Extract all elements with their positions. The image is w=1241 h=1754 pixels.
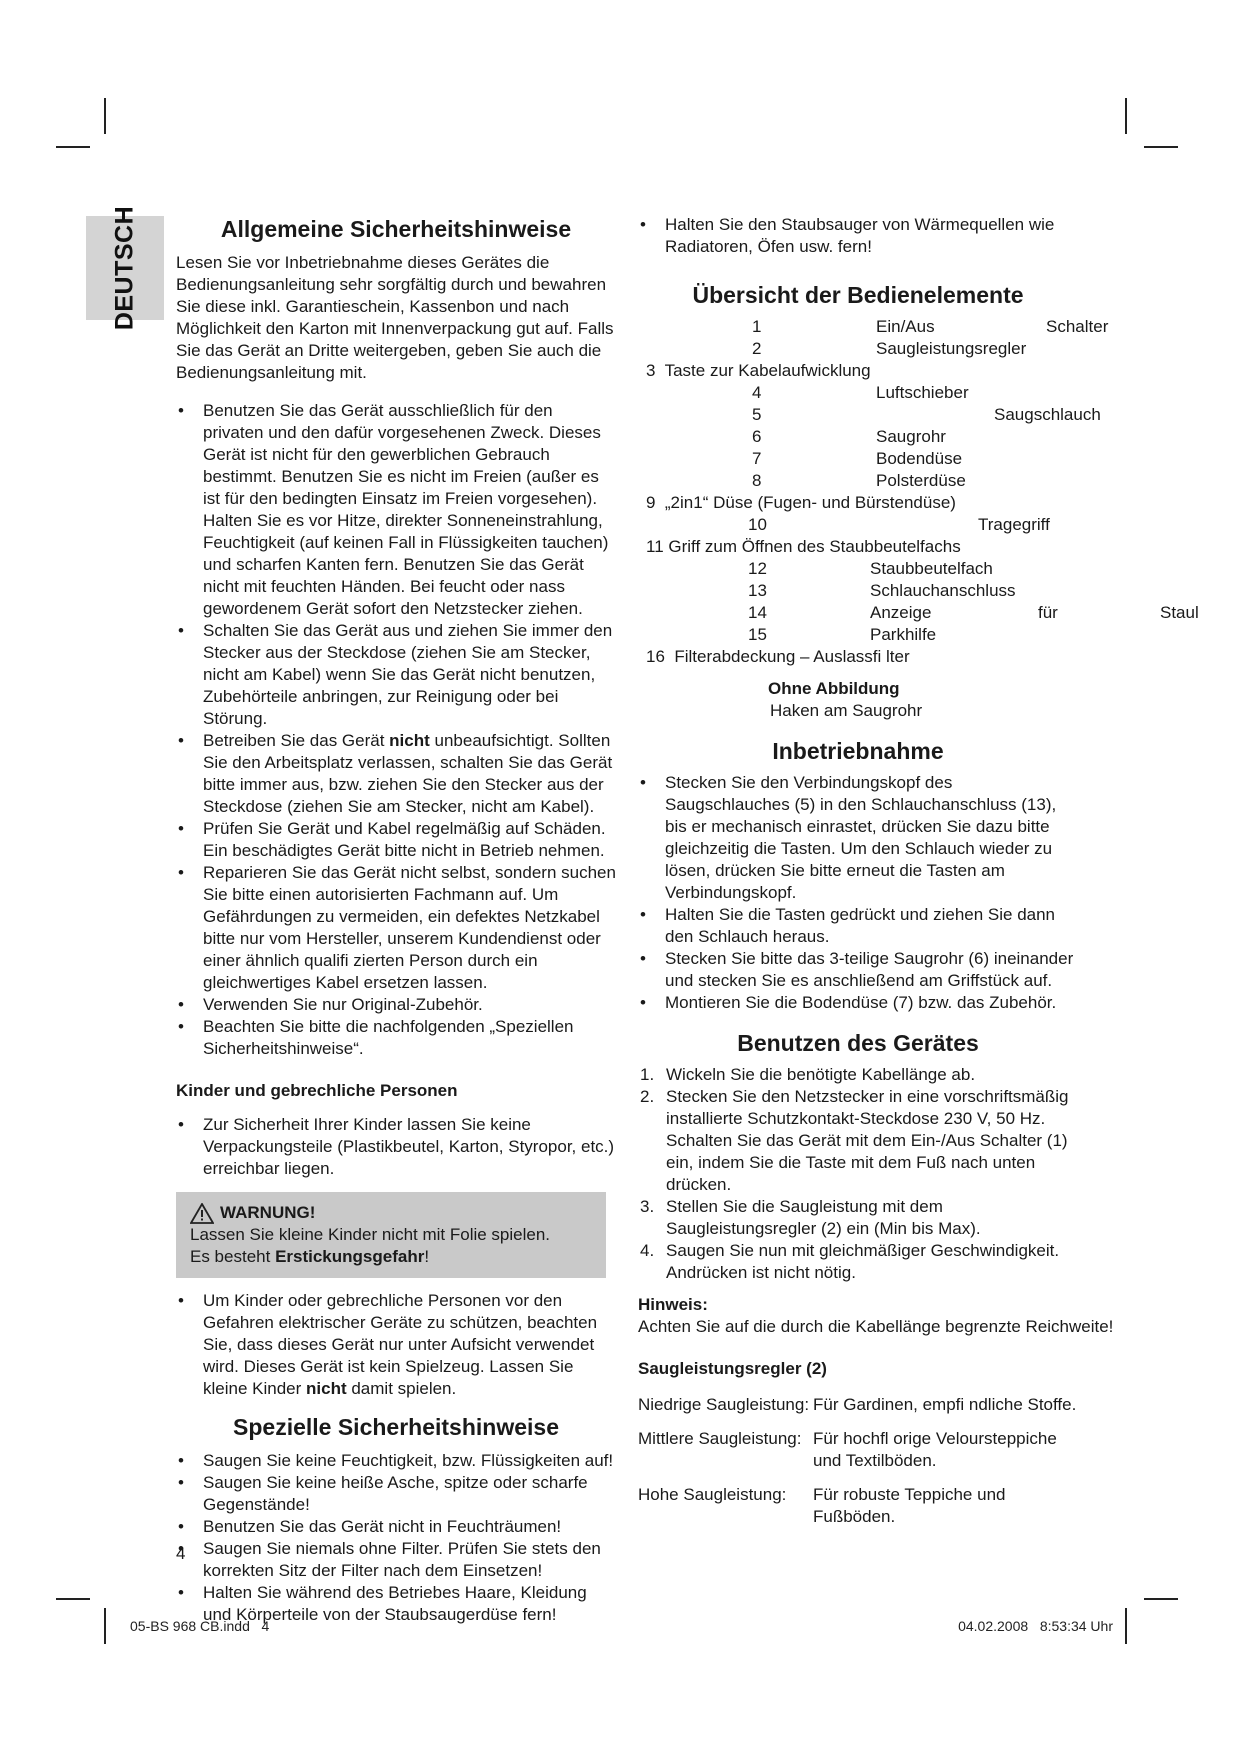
overview-row — [638, 646, 1218, 668]
crop-mark — [104, 1608, 106, 1644]
overview-label: Ein/Aus — [876, 317, 935, 336]
hint-text: Achten Sie auf die durch die Kabellänge begrenzte Reichweite! — [638, 1317, 1114, 1336]
overview-number: 12 — [748, 559, 767, 578]
list-item — [638, 1064, 1078, 1086]
overview-row — [638, 558, 1218, 580]
children-list — [176, 1114, 616, 1180]
overview-number: 10 — [748, 515, 767, 534]
overview-label: Saugschlauch — [994, 405, 1101, 424]
overview-number: 13 — [748, 581, 767, 600]
overview-label: 9 „2in1“ Düse (Fugen- und Bürstendüse) — [646, 493, 956, 512]
overview-label: Schlauchanschluss — [870, 581, 1016, 600]
overview-number: 4 — [752, 383, 762, 402]
hint-heading: Hinweis: — [638, 1295, 708, 1314]
overview-label: 3 Taste zur Kabelaufwicklung — [646, 361, 871, 380]
overview-number: 14 — [748, 603, 767, 622]
children-protection-list — [176, 1290, 616, 1400]
overview-label: Schalter — [1046, 317, 1109, 336]
list-item-text: Um Kinder oder gebrechliche Personen vor den Gefahren elektrischer Geräte zu schützen, beachten Sie, dass dieses Gerät nur unter Aufsicht verwendet wird. Dieses Gerät ist kein Spielzeug. Lassen Sie kleine Kinder — [203, 1291, 598, 1398]
list-item: • Halten Sie während des Betriebes Haare, Kleidung und Körperteile von der Staubsaugerdüse fern! — [176, 1582, 616, 1626]
warning-emphasis: Erstickungsgefahr — [275, 1247, 425, 1266]
warning-triangle-icon — [190, 1203, 214, 1224]
heat-source-list — [638, 214, 1078, 258]
overview-row — [638, 492, 1218, 514]
setting-value: Für Gardinen, empfi ndliche Stoffe. — [813, 1395, 1077, 1414]
step-number: 1. — [640, 1065, 655, 1084]
section-title-startup: Inbetriebnahme — [772, 738, 944, 764]
step-text: Stellen Sie die Saugleistung mit dem Saugleistungsregler (2) ein (Min bis Max). — [666, 1197, 981, 1238]
startup-list — [638, 772, 1078, 1014]
warning-line: Lassen Sie kleine Kinder nicht mit Folie spielen. — [190, 1225, 551, 1244]
overview-row — [638, 382, 1218, 404]
overview-label: für — [1038, 603, 1058, 622]
language-tab — [86, 205, 164, 331]
page-number: 4 — [176, 1544, 186, 1563]
overview-number: 15 — [748, 625, 767, 644]
crop-mark — [1144, 1598, 1178, 1600]
list-item — [638, 1086, 1078, 1196]
overview-row — [638, 536, 1218, 558]
usage-steps — [638, 1064, 1078, 1284]
without-figure-text: Haken am Saugrohr — [770, 701, 923, 720]
overview-label: Polsterdüse — [876, 471, 966, 490]
step-text: Saugen Sie nun mit gleichmäßiger Geschwindigkeit. Andrücken ist nicht nötig. — [666, 1241, 1060, 1282]
warning-text: Es besteht — [190, 1247, 276, 1266]
language-tab-label: DEUTSCH — [110, 205, 139, 331]
warning-title — [190, 1202, 594, 1224]
list-item-text: unbeaufsichtigt. Sollten Sie den Arbeitsplatz verlassen, schalten Sie das Gerät bitte immer aus, bzw. ziehen Sie den Stecker aus der Steckdose (ziehen Sie am Stecker, nicht am Kabel). — [203, 731, 613, 816]
list-item: • Reparieren Sie das Gerät nicht selbst, sondern suchen Sie bitte einen autorisierten Fachmann auf. Um Gefährdungen zu vermeiden, ein defektes Netzkabel bitte nur vom Hersteller, unserem Kundendienst oder einer ähnlich qualifi zierten Person durch ein gleichwertiges Kabel ersetzen lassen. — [176, 862, 616, 994]
overview-label: Luftschieber — [876, 383, 969, 402]
list-item: • Halten Sie die Tasten gedrückt und ziehen Sie dann den Schlauch heraus. — [638, 904, 1078, 948]
overview-label: Parkhilfe — [870, 625, 937, 644]
section-title-special-safety: Spezielle Sicherheitshinweise — [233, 1414, 559, 1440]
setting-value: Für hochfl orige Veloursteppiche und Textilböden. — [813, 1429, 1057, 1470]
emphasis-text: nicht — [306, 1379, 347, 1398]
warning-title-text: WARNUNG! — [220, 1203, 316, 1222]
overview-row — [638, 426, 1218, 448]
warning-line — [190, 1246, 594, 1268]
setting-row — [638, 1428, 1078, 1472]
overview-row — [638, 602, 1218, 624]
overview-label: Bodendüse — [876, 449, 963, 468]
special-safety-list — [176, 1450, 616, 1626]
list-item — [638, 1240, 1078, 1284]
crop-mark — [104, 98, 106, 134]
overview-number: 5 — [752, 405, 762, 424]
list-item: • Beachten Sie bitte die nachfolgenden „Speziellen Sicherheitshinweise“. — [176, 1016, 616, 1060]
step-number: 2. — [640, 1087, 655, 1106]
overview-row — [638, 624, 1218, 646]
overview-number: 2 — [752, 339, 762, 358]
regulator-heading: Saugleistungsregler (2) — [638, 1359, 827, 1378]
step-text: Wickeln Sie die benötigte Kabellänge ab. — [666, 1065, 976, 1084]
list-item: • Saugen Sie keine Feuchtigkeit, bzw. Flüssigkeiten auf! — [176, 1450, 616, 1472]
intro-paragraph: Lesen Sie vor Inbetriebnahme dieses Gerätes die Bedienungsanleitung sehr sorgfältig durch und bewahren Sie diese inkl. Garantieschein, Kassenbon und nach Möglichkeit den Karton mit Innenverpackung gut auf. Falls Sie das Gerät an Dritte weitergeben, geben Sie auch die Bedienungsanleitung mit. — [176, 253, 614, 382]
overview-row — [638, 338, 1218, 360]
setting-row — [638, 1484, 1078, 1528]
list-item: • Prüfen Sie Gerät und Kabel regelmäßig auf Schäden. Ein beschädigtes Gerät bitte nicht in Betrieb nehmen. — [176, 818, 616, 862]
step-number: 3. — [640, 1197, 655, 1216]
without-figure-heading: Ohne Abbildung — [768, 679, 900, 698]
step-number: 4. — [640, 1241, 655, 1260]
overview-row — [638, 470, 1218, 492]
list-item: • Saugen Sie keine heiße Asche, spitze oder scharfe Gegenstände! — [176, 1472, 616, 1516]
children-heading: Kinder und gebrechliche Personen — [176, 1081, 458, 1100]
overview-label: Staubbeutelfach — [870, 559, 993, 578]
section-title-overview: Übersicht der Bedienelemente — [692, 282, 1024, 308]
warning-box — [176, 1192, 606, 1278]
list-item — [176, 730, 616, 818]
setting-label: Hohe Saugleistung: — [638, 1485, 787, 1504]
list-item — [638, 1196, 1078, 1240]
overview-number: 7 — [752, 449, 762, 468]
list-item: • Benutzen Sie das Gerät ausschließlich für den privaten und den dafür vorgesehenen Zweck. Dieses Gerät ist nicht für den gewerblichen Gebrauch bestimmt. Benutzen Sie es nicht im Freien (außer es ist für den bedingten Einsatz im Freien vorgesehen). Halten Sie es vor Hitze, direkter Sonneneinstrahlung, Feuchtigkeit (auf keinen Fall in Flüssigkeiten tauchen) und scharfen Kanten fern. Benutzen Sie das Gerät nicht mit feuchten Händen. Bei feucht oder nass gewordenem Gerät sofort den Netzstecker ziehen. — [176, 400, 616, 620]
list-item-text: Betreiben Sie das Gerät — [203, 731, 390, 750]
overview-row — [638, 316, 1218, 338]
list-item: • Saugen Sie niemals ohne Filter. Prüfen Sie stets den korrekten Sitz der Filter nach dem Einsetzen! — [176, 1538, 616, 1582]
list-item: • Schalten Sie das Gerät aus und ziehen Sie immer den Stecker aus der Steckdose (ziehen Sie am Stecker, nicht am Kabel) wenn Sie das Gerät nicht benutzen, Zubehörteile anbringen, zur Reinigung oder bei Störung. — [176, 620, 616, 730]
list-item: • Zur Sicherheit Ihrer Kinder lassen Sie keine Verpackungsteile (Plastikbeutel, Karton, Styropor, etc.) erreichbar liegen. — [176, 1114, 616, 1180]
overview-row — [638, 404, 1218, 426]
setting-value: Für robuste Teppiche und Fußböden. — [813, 1485, 1006, 1526]
left-column — [176, 214, 616, 1626]
overview-label: Saugleistungsregler — [876, 339, 1027, 358]
suction-settings — [638, 1394, 1078, 1528]
warning-text: ! — [424, 1247, 430, 1266]
setting-label: Mittlere Saugleistung: — [638, 1429, 802, 1448]
right-column — [638, 214, 1218, 1540]
list-item: • Montieren Sie die Bodendüse (7) bzw. das Zubehör. — [638, 992, 1078, 1014]
emphasis-text: nicht — [389, 731, 430, 750]
general-safety-list — [176, 400, 616, 1060]
list-item-text: damit spielen. — [346, 1379, 457, 1398]
footer-file-info: 05-BS 968 CB.indd 4 — [130, 1618, 270, 1634]
overview-number: 6 — [752, 427, 762, 446]
overview-row — [638, 448, 1218, 470]
overview-row — [638, 360, 1218, 382]
overview-row — [638, 580, 1218, 602]
controls-overview — [638, 316, 1218, 668]
overview-label: Anzeige — [870, 603, 932, 622]
crop-mark — [1125, 98, 1127, 134]
list-item: • Stecken Sie den Verbindungskopf des Saugschlauches (5) in den Schlauchanschluss (13), bis er mechanisch einrastet, drücken Sie dazu bitte gleichzeitig die Tasten. Um den Schlauch wieder zu lösen, drücken Sie bitte erneut die Tasten am Verbindungskopf. — [638, 772, 1078, 904]
overview-label: Staul — [1160, 603, 1199, 622]
overview-label: 16 Filterabdeckung – Auslassfi lter — [646, 647, 910, 666]
list-item — [176, 1290, 616, 1400]
list-item: • Benutzen Sie das Gerät nicht in Feuchträumen! — [176, 1516, 616, 1538]
footer-timestamp: 04.02.2008 8:53:34 Uhr — [958, 1618, 1113, 1634]
overview-row — [638, 514, 1218, 536]
crop-mark — [1144, 146, 1178, 148]
overview-label: 11 Griff zum Öffnen des Staubbeutelfachs — [646, 537, 961, 556]
overview-label: Tragegriff — [978, 515, 1050, 534]
overview-label: Saugrohr — [876, 427, 946, 446]
overview-number: 8 — [752, 471, 762, 490]
crop-mark — [1125, 1608, 1127, 1644]
section-title-usage: Benutzen des Gerätes — [737, 1030, 979, 1056]
setting-row — [638, 1394, 1078, 1416]
step-text: Stecken Sie den Netzstecker in eine vorschriftsmäßig installierte Schutzkontakt-Steckdose 230 V, 50 Hz. Schalten Sie das Gerät mit dem Ein-/Aus Schalter (1) ein, indem Sie die Taste mit dem Fuß nach unten drücken. — [666, 1087, 1069, 1194]
list-item: • Verwenden Sie nur Original-Zubehör. — [176, 994, 616, 1016]
crop-mark — [56, 1598, 90, 1600]
list-item: • Stecken Sie bitte das 3-teilige Saugrohr (6) ineinander und stecken Sie es anschließend am Griffstück auf. — [638, 948, 1078, 992]
list-item: • Halten Sie den Staubsauger von Wärmequellen wie Radiatoren, Öfen usw. fern! — [638, 214, 1078, 258]
section-title-general-safety: Allgemeine Sicherheitshinweise — [220, 216, 572, 242]
crop-mark — [56, 146, 90, 148]
setting-label: Niedrige Saugleistung: — [638, 1395, 810, 1414]
overview-number: 1 — [752, 317, 762, 336]
